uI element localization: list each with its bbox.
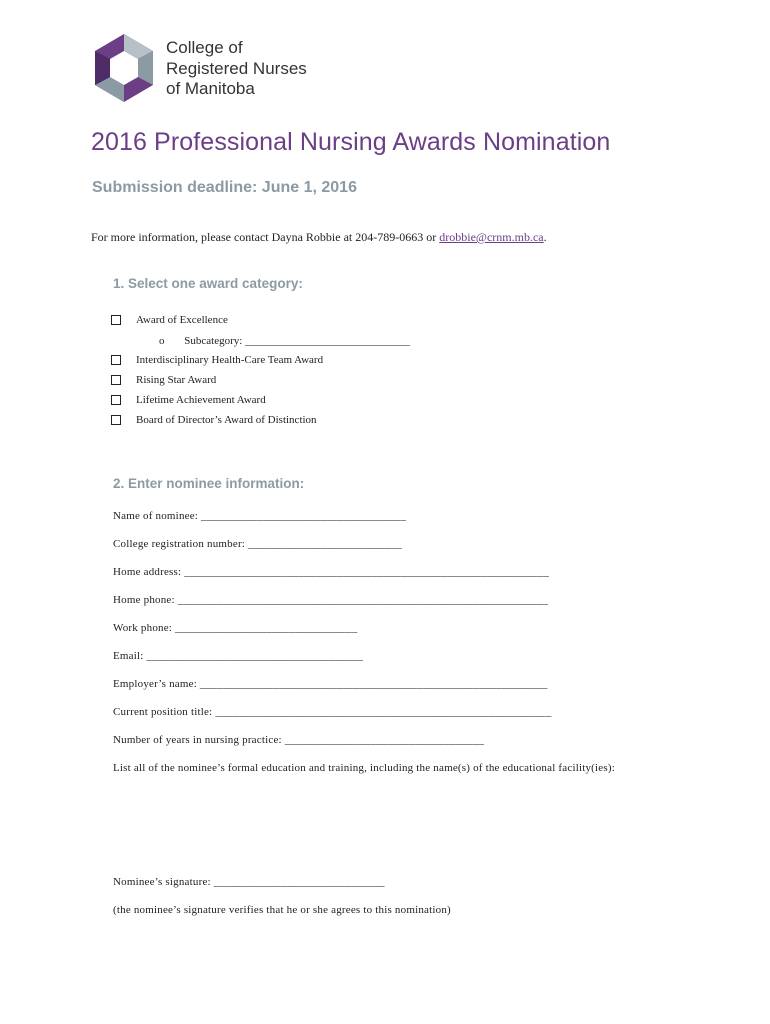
org-name-line-1: College of: [166, 38, 243, 57]
bullet-marker: o: [159, 335, 165, 347]
checkbox-icon[interactable]: [111, 415, 121, 425]
award-option-label: Lifetime Achievement Award: [136, 394, 266, 406]
checkbox-icon[interactable]: [111, 375, 121, 385]
subcategory-row: [159, 335, 410, 347]
position-title-field[interactable]: Current position title: ___________________________________________________________: [113, 706, 552, 718]
award-option-lifetime[interactable]: [111, 394, 266, 406]
contact-info: [91, 230, 547, 245]
award-option-label: Interdisciplinary Health-Care Team Award: [136, 354, 324, 366]
award-option-interdisciplinary[interactable]: [111, 354, 323, 366]
work-phone-field[interactable]: Work phone: ________________________________: [113, 622, 358, 634]
award-option-label: Award of Excellence: [136, 314, 228, 326]
email-field[interactable]: Email: ______________________________________: [113, 650, 364, 662]
contact-text: For more information, please contact Dayna Robbie at 204-789-0663 or: [91, 230, 440, 244]
education-prompt: List all of the nominee’s formal education and training, including the name(s) of the educational facility(ies):: [113, 762, 615, 774]
section-1-heading: 1. Select one award category:: [113, 276, 303, 291]
home-address-field[interactable]: Home address: ________________________________________________________________: [113, 566, 550, 578]
submission-deadline: Submission deadline: June 1, 2016: [92, 179, 357, 196]
award-option-excellence[interactable]: [111, 314, 228, 326]
checkbox-icon[interactable]: [111, 355, 121, 365]
section-2-heading: 2. Enter nominee information:: [113, 476, 305, 491]
checkbox-icon[interactable]: [111, 395, 121, 405]
org-name-line-3: of Manitoba: [166, 79, 255, 98]
years-practice-field[interactable]: Number of years in nursing practice: ___________________________________: [113, 734, 485, 746]
award-option-label: Rising Star Award: [136, 374, 217, 386]
subcategory-field[interactable]: Subcategory: ______________________________: [184, 335, 411, 347]
award-option-rising-star[interactable]: [111, 374, 216, 386]
employer-name-field[interactable]: Employer’s name: _____________________________________________________________: [113, 678, 548, 690]
org-name-line-2: Registered Nurses: [166, 58, 307, 78]
checkbox-icon[interactable]: [111, 315, 121, 325]
award-option-board[interactable]: [111, 414, 317, 426]
page-title: 2016 Professional Nursing Awards Nomination: [91, 128, 611, 156]
award-option-label: Board of Director’s Award of Distinction: [136, 414, 317, 426]
signature-note: (the nominee’s signature verifies that he or she agrees to this nomination): [113, 904, 451, 916]
nominee-signature-field[interactable]: Nominee’s signature: ______________________________: [113, 876, 385, 888]
contact-suffix: .: [543, 230, 547, 244]
registration-number-field[interactable]: College registration number: ___________________________: [113, 538, 402, 550]
college-logo: [88, 32, 160, 104]
nominee-name-field[interactable]: Name of nominee: ____________________________________: [113, 510, 407, 522]
organization-name: [166, 38, 307, 100]
home-phone-field[interactable]: Home phone: _________________________________________________________________: [113, 594, 549, 606]
contact-email-link[interactable]: drobbie@crnm.mb.ca: [439, 230, 544, 244]
